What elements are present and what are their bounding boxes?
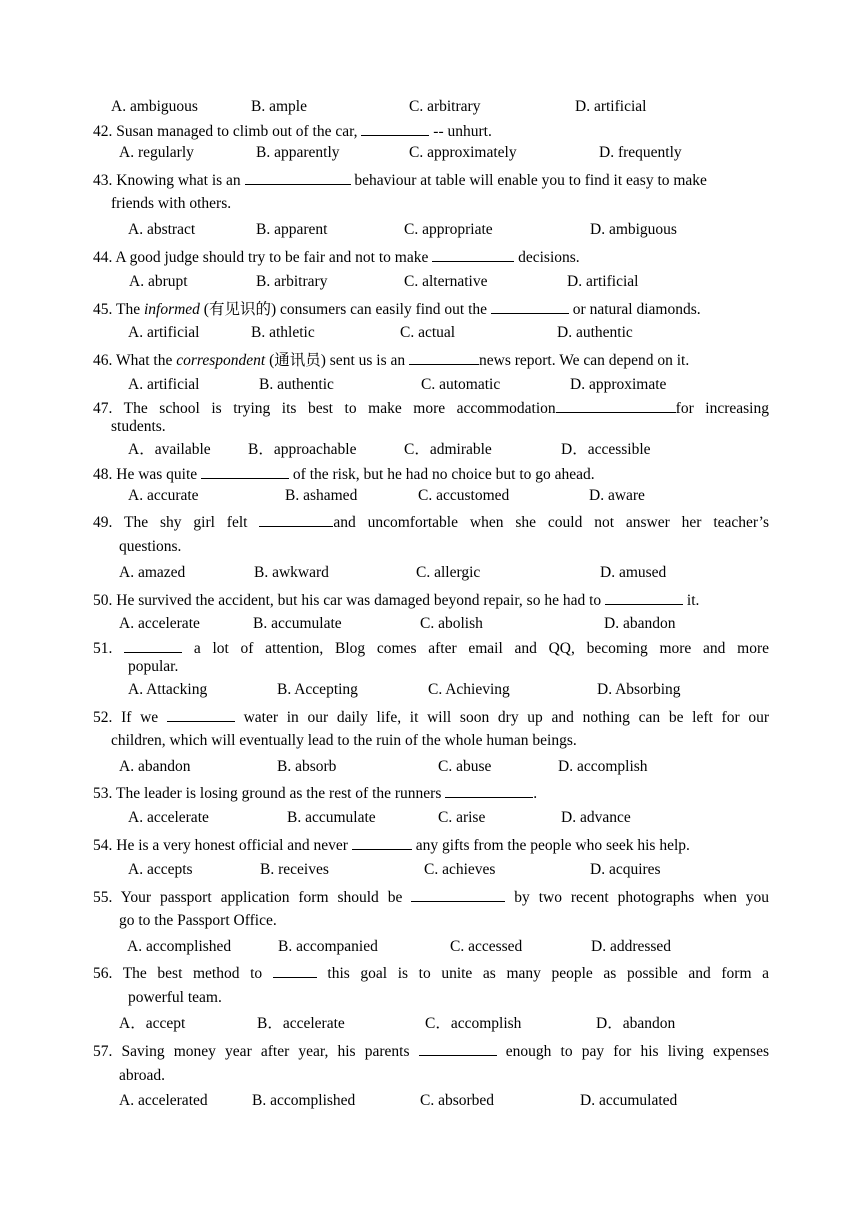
option-a[interactable]: A. artificial [128, 376, 200, 393]
question-51-stem: 51. a lot of attention, Blog comes after email and QQ, becoming more and more [93, 637, 769, 659]
question-55-stem: 55. Your passport application form should be by two recent photographs when you [93, 886, 769, 908]
option-b[interactable]: B．accelerate [257, 1015, 345, 1032]
option-d[interactable]: D. Absorbing [597, 681, 681, 698]
option-d[interactable]: D. frequently [599, 144, 682, 161]
option-d[interactable]: D．accessible [561, 441, 651, 458]
option-b[interactable]: B. ashamed [285, 487, 358, 504]
option-c[interactable]: C. achieves [424, 861, 496, 878]
option-d[interactable]: D. addressed [591, 938, 672, 955]
question-47-continuation: students. [111, 418, 166, 435]
option-d[interactable]: D. artificial [575, 98, 647, 115]
option-c[interactable]: C. actual [400, 324, 456, 341]
option-c[interactable]: C. accustomed [418, 487, 510, 504]
question-43-stem: 43. Knowing what is an behaviour at table will enable you to find it easy to make [93, 169, 769, 191]
option-b[interactable]: B. arbitrary [256, 273, 328, 290]
question-57-stem: 57. Saving money year after year, his parents enough to pay for his living expenses [93, 1040, 769, 1062]
question-56-stem: 56. The best method to this goal is to unite as many people as possible and form a [93, 962, 769, 984]
option-a[interactable]: A. abandon [119, 758, 191, 775]
question-56-continuation: powerful team. [128, 989, 222, 1006]
answer-blank [491, 298, 569, 314]
option-a[interactable]: A. accelerate [128, 809, 209, 826]
answer-blank [167, 706, 235, 722]
option-b[interactable]: B. absorb [277, 758, 337, 775]
option-a[interactable]: A. accepts [128, 861, 193, 878]
option-b[interactable]: B．approachable [248, 441, 357, 458]
option-d[interactable]: D. aware [589, 487, 645, 504]
question-44-stem: 44. A good judge should try to be fair and not to make decisions. [93, 246, 769, 268]
question-49-stem: 49. The shy girl felt and uncomfortable when she could not answer her teacher’s [93, 511, 769, 533]
answer-blank [352, 834, 412, 850]
option-c[interactable]: C. approximately [409, 144, 517, 161]
option-a[interactable]: A. ambiguous [111, 98, 198, 115]
option-c[interactable]: C. Achieving [428, 681, 510, 698]
answer-blank [432, 246, 514, 262]
option-c[interactable]: C. abolish [420, 615, 483, 632]
option-c[interactable]: C. alternative [404, 273, 488, 290]
question-54-stem: 54. He is a very honest official and never any gifts from the people who seek his help. [93, 834, 769, 856]
option-b[interactable]: B. apparently [256, 144, 340, 161]
option-c[interactable]: C. absorbed [420, 1092, 495, 1109]
option-c[interactable]: C. arise [438, 809, 486, 826]
option-b[interactable]: B. ample [251, 98, 307, 115]
option-a[interactable]: A. artificial [128, 324, 200, 341]
question-53-stem: 53. The leader is losing ground as the rest of the runners . [93, 782, 769, 804]
option-c[interactable]: C. accessed [450, 938, 523, 955]
option-d[interactable]: D. acquires [590, 861, 661, 878]
option-d[interactable]: D．abandon [596, 1015, 676, 1032]
question-42-stem: 42. Susan managed to climb out of the car, -- unhurt. [93, 120, 769, 142]
option-a[interactable]: A. Attacking [128, 681, 208, 698]
answer-blank [409, 349, 479, 365]
option-b[interactable]: B. accumulate [287, 809, 376, 826]
option-d[interactable]: D. ambiguous [590, 221, 677, 238]
answer-blank [361, 120, 429, 136]
option-d[interactable]: D. authentic [557, 324, 633, 341]
option-a[interactable]: A. accelerate [119, 615, 200, 632]
option-a[interactable]: A. accurate [128, 487, 199, 504]
option-b[interactable]: B. authentic [259, 376, 334, 393]
option-c[interactable]: C. appropriate [404, 221, 493, 238]
option-c[interactable]: C. automatic [421, 376, 501, 393]
answer-blank [556, 397, 676, 413]
answer-blank [201, 463, 289, 479]
option-d[interactable]: D. amused [600, 564, 667, 581]
option-b[interactable]: B. awkward [254, 564, 329, 581]
option-d[interactable]: D. advance [561, 809, 631, 826]
option-b[interactable]: B. receives [260, 861, 329, 878]
option-c[interactable]: C. allergic [416, 564, 481, 581]
option-b[interactable]: B. Accepting [277, 681, 358, 698]
option-c[interactable]: C．admirable [404, 441, 492, 458]
option-c[interactable]: C. arbitrary [409, 98, 481, 115]
answer-blank [419, 1040, 497, 1056]
option-a[interactable]: A. regularly [119, 144, 194, 161]
answer-blank [445, 782, 533, 798]
question-52-continuation: children, which will eventually lead to the ruin of the whole human beings. [111, 732, 577, 749]
question-43-continuation: friends with others. [111, 195, 232, 212]
option-a[interactable]: A．available [128, 441, 211, 458]
option-b[interactable]: B. accomplished [252, 1092, 356, 1109]
option-a[interactable]: A. abrupt [129, 273, 188, 290]
question-45-stem: 45. The informed (有见识的) consumers can easily find out the or natural diamonds. [93, 298, 769, 320]
question-46-stem: 46. What the correspondent (通讯员) sent us is an news report. We can depend on it. [93, 349, 769, 371]
question-49-continuation: questions. [119, 538, 182, 555]
option-d[interactable]: D. approximate [570, 376, 667, 393]
answer-blank [273, 962, 317, 978]
answer-blank [411, 886, 505, 902]
option-c[interactable]: C. abuse [438, 758, 492, 775]
option-a[interactable]: A. abstract [128, 221, 196, 238]
option-c[interactable]: C．accomplish [425, 1015, 522, 1032]
option-d[interactable]: D. artificial [567, 273, 639, 290]
option-a[interactable]: A. amazed [119, 564, 186, 581]
option-a[interactable]: A. accomplished [127, 938, 232, 955]
question-57-continuation: abroad. [119, 1067, 166, 1084]
answer-blank [124, 637, 182, 653]
option-d[interactable]: D. accomplish [558, 758, 648, 775]
question-47-stem: 47. The school is trying its best to make more accommodation for increasing [93, 397, 769, 419]
question-52-stem: 52. If we water in our daily life, it will soon dry up and nothing can be left for our [93, 706, 769, 728]
option-a[interactable]: A．accept [119, 1015, 186, 1032]
question-55-continuation: go to the Passport Office. [119, 912, 277, 929]
option-a[interactable]: A. accelerated [119, 1092, 208, 1109]
option-b[interactable]: B. accumulate [253, 615, 342, 632]
option-b[interactable]: B. accompanied [278, 938, 378, 955]
answer-blank [245, 169, 351, 185]
option-d[interactable]: D. accumulated [580, 1092, 678, 1109]
question-51-continuation: popular. [128, 658, 179, 675]
answer-blank [605, 589, 683, 605]
question-48-stem: 48. He was quite of the risk, but he had no choice but to go ahead. [93, 463, 769, 485]
option-b[interactable]: B. athletic [251, 324, 315, 341]
option-d[interactable]: D. abandon [604, 615, 676, 632]
option-b[interactable]: B. apparent [256, 221, 328, 238]
question-50-stem: 50. He survived the accident, but his car was damaged beyond repair, so he had to it. [93, 589, 769, 611]
answer-blank [259, 511, 333, 527]
